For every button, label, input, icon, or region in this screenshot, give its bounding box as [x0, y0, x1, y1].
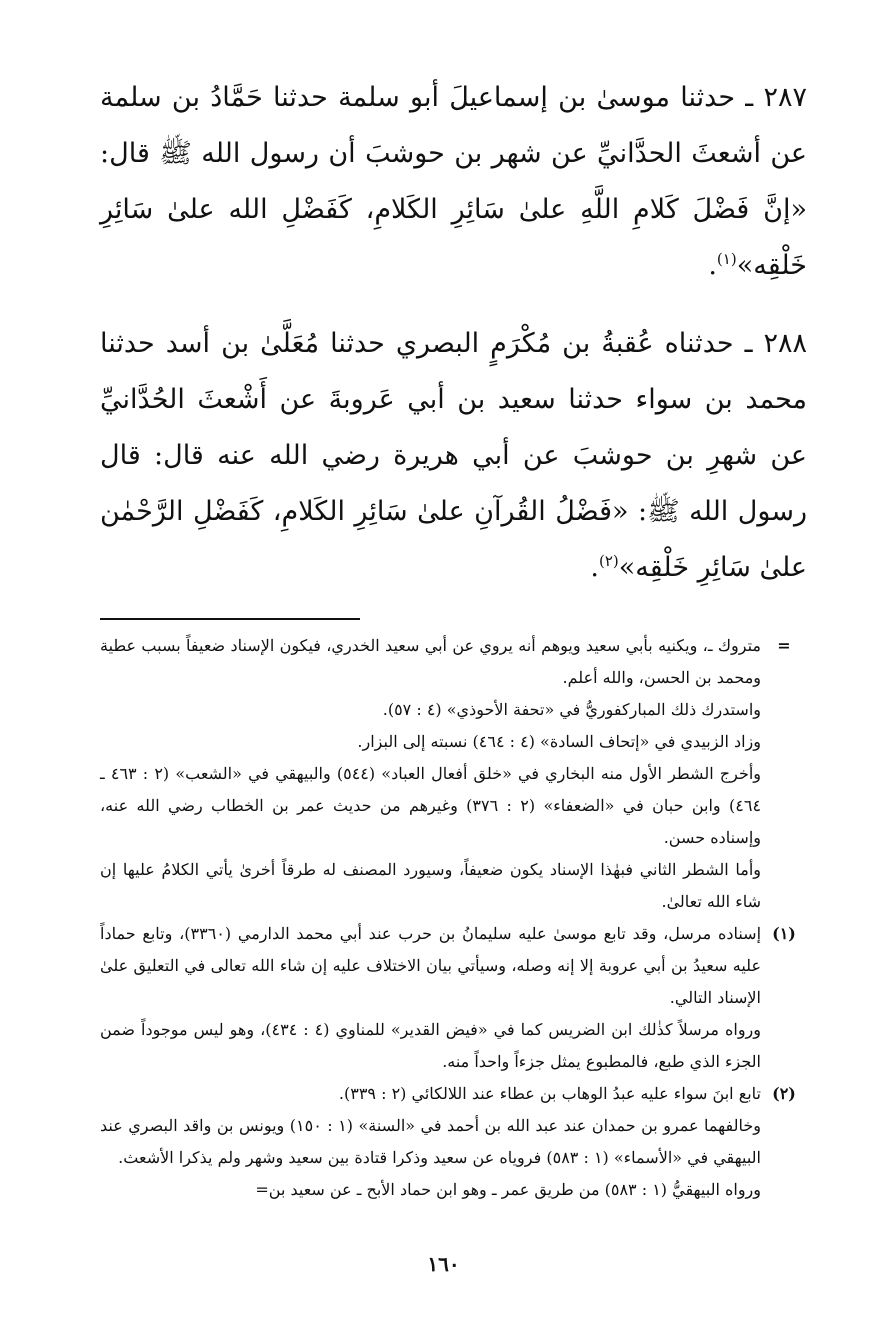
- footnote-2-mark: (٢): [772, 1084, 796, 1103]
- footnote-paragraph: وأما الشطر الثاني فبهٰذا الإسناد يكون ضعيفاً، وسيورد المصنف له طرقاً أخرىٰ يأتي الكلامُ عليها إن شاء الله تعالىٰ.: [100, 860, 761, 911]
- footnote-paragraph: إسناده مرسل، وقد تابع موسىٰ عليه سليمانُ بن حرب عند أبي محمد الدارمي (٣٣٦٠)، وتابع حماداً عليه سعيدُ بن أبي عروبة إلا إنه وصله، وسيأتي بيان الاختلاف عليه إن شاء الله تعالى في التعليق علىٰ الإسناد التالي.: [100, 924, 762, 1007]
- hadith-288-text: ٢٨٨ ـ حدثناه عُقبةُ بن مُكْرَمٍ البصري حدثنا مُعَلَّىٰ بن أسد حدثنا محمد بن سواء حدثنا سعيد بن أبي عَروبةَ عن أَشْعثَ الحُدَّانيِّ عن شهرِ بن حوشبَ عن أبي هريرة رضي الله عنه قال: قال رسول الله ﷺ: «فَضْلُ القُرآنِ علىٰ سَائِرِ الكَلامِ، كَفَضْلِ الرَّحْمٰن علىٰ سَائِرِ خَلْقِه»: [100, 328, 807, 583]
- footnote-ref-1[interactable]: (١): [716, 250, 737, 268]
- footnote-2: [100, 1078, 807, 1206]
- page-number: ١٦٠: [427, 1252, 460, 1276]
- footnote-paragraph: وخالفهما عمرو بن حمدان عند عبد الله بن أحمد في «السنة» (١ : ١٥٠) ويونس بن واقد البصري عند البيهقي في «الأسماء» (١ : ٥٨٣) فروياه عن سعيد وذكرا قتادة بين سعيد وشهر ولم يذكرا الأشعث.: [100, 1116, 761, 1167]
- footnote-continued: [100, 630, 807, 918]
- footnote-paragraph: ورواه مرسلاً كذٰلك ابن الضريس كما في «فيض القدير» للمناوي (٤ : ٤٣٤)، وهو ليس موجوداً ضمن الجزء الذي طبع، فالمطبوع يمثل جزءاً واحداً منه.: [100, 1020, 762, 1071]
- footnote-paragraph: ورواه البيهقيُّ (١ : ٥٨٣) من طريق عمر ـ وهو ابن حماد الأبح ـ عن سعيد بن=: [255, 1180, 761, 1199]
- footnote-divider: [100, 618, 360, 620]
- continued-mark: =: [777, 636, 791, 655]
- page-content: [100, 70, 807, 1206]
- footnote-paragraph: وزاد الزبيدي في «إتحاف السادة» (٤ : ٤٦٤) نسبته إلى البزار.: [357, 732, 761, 751]
- footnote-paragraph: وأخرج الشطر الأول منه البخاري في «خلق أفعال العباد» (٥٤٤) والبيهقي في «الشعب» (٢ : ٤٦٣ ـ ٤٦٤) وابن حبان في «الضعفاء» (٢ : ٣٧٦) وغيرهم من حديث عمر بن الخطاب رضي الله عنه، وإسناده حسن.: [100, 764, 762, 847]
- footnote-paragraph: واستدرك ذلك المباركفوريُّ في «تحفة الأحوذي» (٤ : ٥٧).: [382, 700, 761, 719]
- footnote-paragraph: تابع ابنَ سواء عليه عبدُ الوهاب بن عطاء عند اللالكائي (٢ : ٣٣٩).: [338, 1084, 761, 1103]
- hadith-287-text: ٢٨٧ ـ حدثنا موسىٰ بن إسماعيلَ أبو سلمة حدثنا حَمَّادُ بن سلمة عن أشعثَ الحدَّانيِّ عن شهر بن حوشبَ أن رسول الله ﷺ قال: «إنَّ فَضْلَ كَلامِ اللَّهِ علىٰ سَائِرِ الكَلامِ، كَفَضْلِ الله علىٰ سَائِرِ خَلْقِه»: [100, 82, 807, 281]
- footnote-ref-2[interactable]: (٢): [598, 552, 619, 570]
- hadith-288: ٢٨٨ ـ حدثناه عُقبةُ بن مُكْرَمٍ البصري حدثنا مُعَلَّىٰ بن أسد حدثنا محمد بن سواء حدثنا سعيد بن أبي عَروبةَ عن أَشْعثَ الحُدَّانيِّ عن شهرِ بن حوشبَ عن أبي هريرة رضي الله عنه قال: قال رسول الله ﷺ: «فَضْلُ القُرآنِ علىٰ سَائِرِ الكَلامِ، كَفَضْلِ الرَّحْمٰن علىٰ سَائِرِ خَلْقِه»$^{(٢)}$.: [100, 328, 807, 583]
- footnote-paragraph: متروك ـ، ويكنيه بأبي سعيد ويوهم أنه يروي عن أبي سعيد الخدري، فيكون الإسناد ضعيفاً بسبب عطية ومحمد بن الحسن، والله أعلم.: [100, 636, 761, 687]
- hadith-287: ٢٨٧ ـ حدثنا موسىٰ بن إسماعيلَ أبو سلمة حدثنا حَمَّادُ بن سلمة عن أشعثَ الحدَّانيِّ عن شهر بن حوشبَ أن رسول الله ﷺ قال: «إنَّ فَضْلَ كَلامِ اللَّهِ علىٰ سَائِرِ الكَلامِ، كَفَضْلِ الله علىٰ سَائِرِ خَلْقِه»$^{(١)}$.: [100, 82, 807, 281]
- footnotes: [100, 630, 807, 1206]
- footnote-1-mark: (١): [772, 924, 796, 943]
- footnote-1: [100, 918, 807, 1078]
